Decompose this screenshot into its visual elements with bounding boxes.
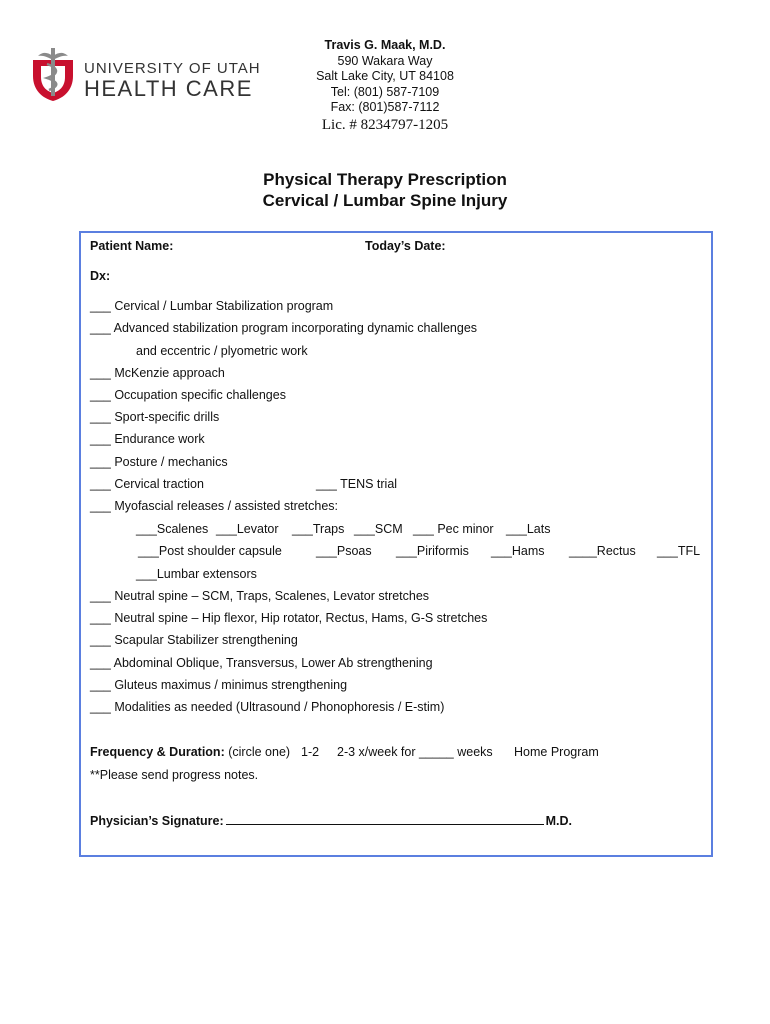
item-myofascial[interactable]: ___ Myofascial releases / assisted stretches: xyxy=(90,499,339,513)
logo-university-text: UNIVERSITY OF UTAH xyxy=(84,60,261,77)
item-endurance[interactable]: ___ Endurance work xyxy=(90,432,205,446)
item-stabilization[interactable]: ___ Cervical / Lumbar Stabilization program xyxy=(90,299,334,313)
item-neutral-cervical[interactable]: ___ Neutral spine – SCM, Traps, Scalenes, Levator stretches xyxy=(90,589,430,603)
stretch-pec-minor[interactable]: ___ Pec minor xyxy=(413,522,494,536)
item-mckenzie[interactable]: ___ McKenzie approach xyxy=(90,366,225,380)
stretch-traps[interactable]: ___Traps xyxy=(292,522,345,536)
dx-label: Dx: xyxy=(90,269,111,283)
item-advanced-stabilization[interactable]: ___ Advanced stabilization program incorporating dynamic challenges xyxy=(90,321,478,335)
item-cervical-traction[interactable]: ___ Cervical traction xyxy=(90,477,204,491)
stretch-levator[interactable]: ___Levator xyxy=(216,522,279,536)
physician-header xyxy=(280,38,490,133)
logo-health-care-text: HEALTH CARE xyxy=(84,76,253,101)
stretch-psoas[interactable]: ___Psoas xyxy=(316,544,372,558)
physician-city: Salt Lake City, UT 84108 xyxy=(316,69,454,83)
frequency-option-home-program[interactable]: Home Program xyxy=(514,745,599,759)
item-neutral-lumbar[interactable]: ___ Neutral spine – Hip flexor, Hip rotator, Rectus, Hams, G-S stretches xyxy=(90,611,488,625)
physician-fax: Fax: (801)587-7112 xyxy=(330,100,440,114)
stretch-tfl[interactable]: ___TFL xyxy=(657,544,701,558)
stretch-scalenes[interactable]: ___Scalenes xyxy=(136,522,209,536)
stretch-piriformis[interactable]: ___Piriformis xyxy=(396,544,469,558)
item-scapular[interactable]: ___ Scapular Stabilizer strengthening xyxy=(90,633,298,647)
university-logo xyxy=(30,46,261,104)
item-occupation[interactable]: ___ Occupation specific challenges xyxy=(90,388,286,402)
physician-tel: Tel: (801) 587-7109 xyxy=(330,84,440,99)
item-gluteus[interactable]: ___ Gluteus maximus / minimus strengthening xyxy=(90,678,348,692)
stretch-hams[interactable]: ___Hams xyxy=(491,544,545,558)
physician-license: Lic. # 8234797-1205 xyxy=(321,116,449,133)
item-modalities[interactable]: ___ Modalities as needed (Ultrasound / Phonophoresis / E-stim) xyxy=(90,700,445,714)
stretch-lats[interactable]: ___Lats xyxy=(506,522,551,536)
frequency-option-1-2[interactable]: 1-2 xyxy=(301,745,320,759)
signature-line[interactable] xyxy=(226,812,544,825)
physician-name: Travis G. Maak, M.D. xyxy=(324,38,446,52)
item-sport-drills[interactable]: ___ Sport-specific drills xyxy=(90,410,220,424)
signature-label: Physician’s Signature: xyxy=(90,814,224,828)
frequency-label: Frequency & Duration: xyxy=(90,745,225,759)
patient-name-label: Patient Name: xyxy=(90,239,174,253)
physician-address: 590 Wakara Way xyxy=(337,53,433,68)
frequency-duration-row xyxy=(90,745,290,759)
signature-row xyxy=(90,812,572,828)
frequency-option-2-3[interactable]: 2-3 x/week for _____ weeks xyxy=(337,745,493,759)
stretch-scm[interactable]: ___SCM xyxy=(354,522,403,536)
stretch-lumbar-extensors[interactable]: ___Lumbar extensors xyxy=(136,567,257,581)
item-abdominal[interactable]: ___ Abdominal Oblique, Transversus, Lower Ab strengthening xyxy=(90,656,433,670)
item-posture[interactable]: ___ Posture / mechanics xyxy=(90,455,228,469)
signature-suffix: M.D. xyxy=(545,814,572,828)
page-subtitle: Cervical / Lumbar Spine Injury xyxy=(262,191,508,210)
item-tens-trial[interactable]: ___ TENS trial xyxy=(316,477,398,491)
stretch-rectus[interactable]: ____Rectus xyxy=(569,544,636,558)
frequency-hint: (circle one) xyxy=(228,745,291,759)
stretch-post-shoulder-capsule[interactable]: ___Post shoulder capsule xyxy=(138,544,282,558)
caduceus-shield-icon xyxy=(30,46,76,102)
todays-date-label: Today’s Date: xyxy=(365,239,446,253)
page-title: Physical Therapy Prescription xyxy=(263,170,507,189)
item-advanced-continuation: and eccentric / plyometric work xyxy=(136,344,308,358)
progress-notes-text: **Please send progress notes. xyxy=(90,768,259,782)
